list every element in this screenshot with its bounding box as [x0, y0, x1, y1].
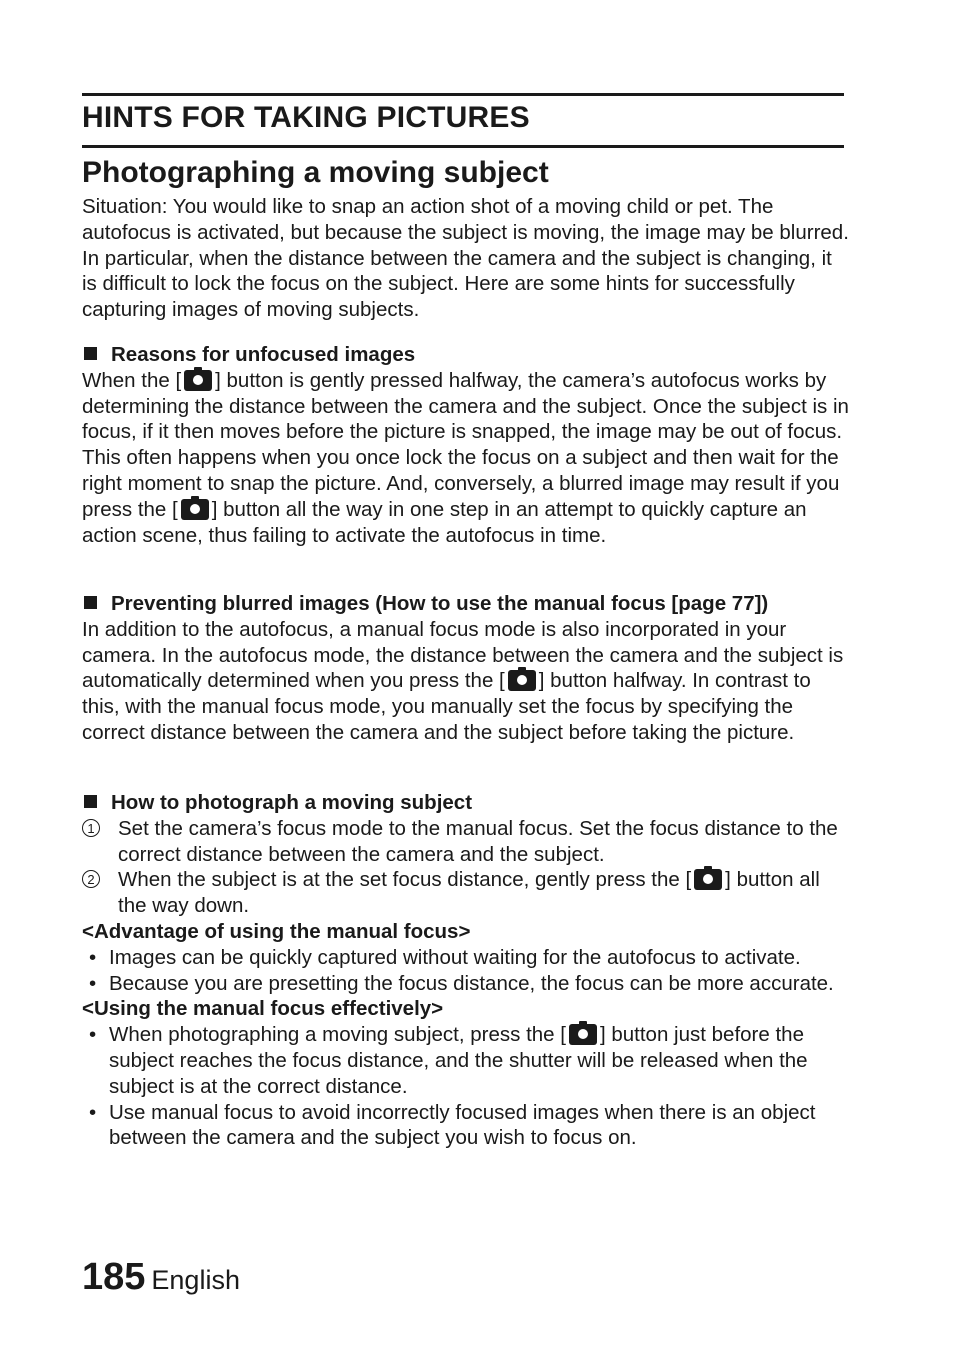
preventing-block	[82, 591, 852, 746]
bullet-dot: •	[89, 1023, 97, 1047]
advantage-heading: <Advantage of using the manual focus>	[82, 919, 471, 943]
reasons-heading	[82, 342, 852, 368]
preventing-text-2: ] button halfway. In contrast to this, with the manual focus mode, you manually set the focus by specifying the correct distance between the camera and the subject before taking the picture.	[82, 669, 811, 744]
step-item	[82, 816, 852, 868]
reasons-paragraph	[82, 368, 852, 549]
howto-heading	[82, 790, 852, 816]
step-item	[82, 867, 852, 919]
top-rule	[82, 93, 844, 96]
camera-icon	[569, 1024, 597, 1045]
square-bullet-icon	[84, 795, 97, 808]
camera-icon	[694, 869, 722, 890]
bullet-text: Use manual focus to avoid incorrectly focused images when there is an object between the camera and the subject you wish to focus on.	[109, 1100, 816, 1150]
reasons-block	[82, 342, 852, 548]
list-item	[82, 1022, 852, 1099]
camera-icon	[184, 370, 212, 391]
bullet-dot: •	[89, 945, 97, 969]
preventing-heading-text: Preventing blurred images (How to use the manual focus [page 77])	[111, 592, 769, 615]
intro-block	[82, 194, 852, 323]
bullet-text: Images can be quickly captured without waiting for the autofocus to activate.	[109, 945, 801, 969]
reasons-text-3: ] button all the way in one step in an attempt to quickly capture an action scene, thus failing to activate the autofocus in time.	[82, 497, 807, 547]
square-bullet-icon	[84, 596, 97, 609]
bullet-dot: •	[89, 971, 97, 995]
step-number-2: 2	[82, 870, 100, 888]
bullet-text: Because you are presetting the focus distance, the focus can be more accurate.	[109, 971, 834, 995]
bullet-dot: •	[89, 1100, 97, 1124]
step-text: ] button all the way down.	[118, 868, 820, 918]
camera-icon	[508, 670, 536, 691]
preventing-text-1: In addition to the autofocus, a manual focus mode is also incorporated in your camera. In the autofocus mode, the distance between the camera and the subject is automatically determined when you press the [	[82, 617, 844, 693]
preventing-paragraph	[82, 617, 852, 746]
reasons-text-1: When the [	[82, 368, 182, 392]
howto-heading-text: How to photograph a moving subject	[111, 791, 473, 814]
header-rule	[82, 145, 844, 148]
square-bullet-icon	[84, 347, 97, 360]
step-text: When the subject is at the set focus distance, gently press the [	[118, 868, 692, 892]
howto-block	[82, 790, 852, 1151]
step-text: Set the camera’s focus mode to the manual focus. Set the focus distance to the correct distance between the camera and the subject.	[118, 816, 838, 866]
list-item	[82, 945, 852, 971]
page-footer	[82, 1256, 240, 1299]
intro-paragraph: Situation: You would like to snap an action shot of a moving child or pet. The autofocus is activated, but because the subject is moving, the image may be blurred. In particular, when the distance between the camera and the subject is changing, it is difficult to lock the focus on the subject. Here are some hints for successfully capturing images of moving subjects.	[82, 195, 849, 322]
page-number: 185	[82, 1256, 146, 1298]
reasons-text-2: ] button is gently pressed halfway, the camera’s autofocus works by determining the distance between the camera and the subject. Once the subject is in focus, if it then moves before the picture is snapped, the image may be out of focus. This often happens when you once lock the focus on a subject and then wait for the right moment to snap the picture. And, conversely, a blurred image may result if you press the [	[82, 368, 849, 521]
preventing-heading	[82, 591, 852, 617]
page-header-title: HINTS FOR TAKING PICTURES	[82, 101, 530, 134]
bullet-text: When photographing a moving subject, press the [	[109, 1023, 566, 1047]
section-title: Photographing a moving subject	[82, 156, 549, 189]
bullet-text: ] button just before the subject reaches the focus distance, and the shutter will be released when the subject is at the correct distance.	[109, 1023, 808, 1098]
step-number-1: 1	[82, 819, 100, 837]
reasons-heading-text: Reasons for unfocused images	[111, 343, 416, 366]
page-language: English	[151, 1265, 240, 1295]
list-item	[82, 971, 852, 997]
camera-icon	[181, 499, 209, 520]
effective-heading: <Using the manual focus effectively>	[82, 997, 444, 1021]
list-item	[82, 1100, 852, 1152]
